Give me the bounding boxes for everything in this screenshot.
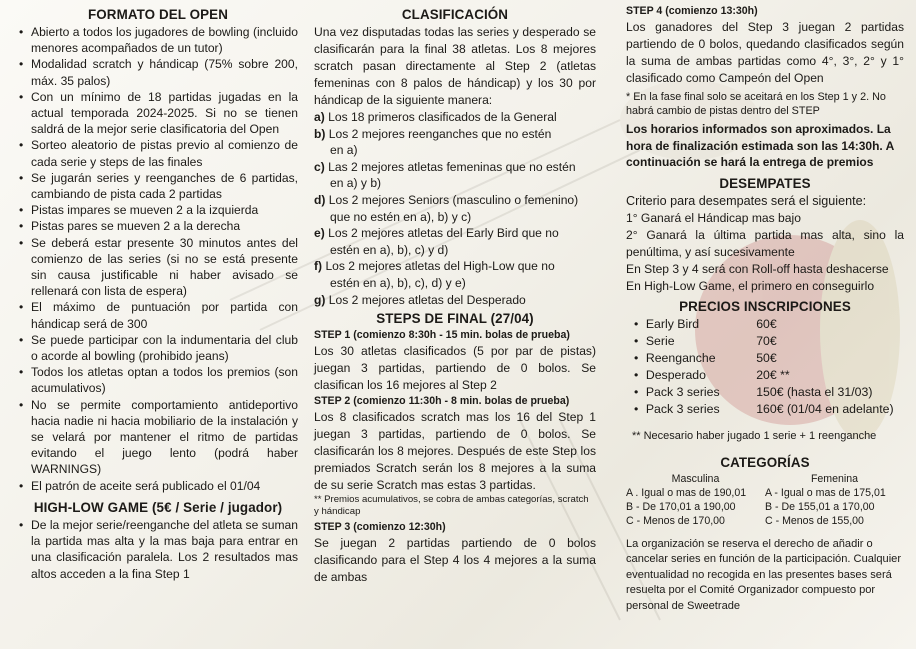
classification-intro: Una vez disputadas todas las series y desperado se clasificarán para la final 38 atletas. Los 8 mejores scratch pasan directamente al Step 2 (atletas femeninas con 8 palos de hándicap) y los 30 por hándicap de la siguiente manera: xyxy=(314,25,596,107)
criteria-item: b) Los 2 mejores reenganches que no estén en a) xyxy=(314,126,552,158)
list-item: • El máximo de puntuación por partida con hándicap será de 300 xyxy=(18,299,298,331)
female-categories xyxy=(765,472,904,528)
list-item: • No se permite comportamiento antideportivo hacia nadie ni hacia mobiliario de la instalación y se velará por mantener el ritmo de partidas evitando el juego lento (podrá haber WARNINGS) xyxy=(18,397,298,478)
price-row: • Desperado 20€ ** xyxy=(634,367,790,382)
column-finals xyxy=(626,4,904,614)
list-item: • Todos los atletas optan a todos los premios (son acumulativos) xyxy=(18,364,298,396)
list-item: • Modalidad scratch y hándicap (75% sobre 200, máx. 35 palos) xyxy=(18,56,298,88)
price-list xyxy=(626,316,904,418)
tiebreak-line: 1° Ganará el Hándicap mas bajo xyxy=(626,210,801,225)
step2-note: ** Premios acumulativos, se cobra de ambas categorías, scratch y hándicap xyxy=(314,494,589,518)
step3-heading: STEP 3 (comienzo 12:30h) xyxy=(314,521,446,534)
list-item: • Con un mínimo de 18 partidas jugadas en la actual temporada 2024-2025. Si no se tienen saldrá de la mejor serie clasificatoria del Open xyxy=(18,89,298,138)
categories-table xyxy=(626,472,904,528)
categories-title: CATEGORÍAS xyxy=(720,454,810,470)
tiebreak-list xyxy=(626,193,904,295)
criteria-item: e) Los 2 mejores atletas del Early Bird que no estén en a), b), c) y d) xyxy=(314,226,559,257)
category-row: B - De 155,01 a 170,00 xyxy=(765,500,875,513)
tiebreak-title: DESEMPATES xyxy=(719,175,811,191)
tiebreak-line: 2° Ganará la última partida mas alta, sino la penúltima, y así sucesivamente xyxy=(626,227,904,259)
category-row: B - De 170,01 a 190,00 xyxy=(626,500,736,513)
male-categories xyxy=(626,472,765,528)
format-title: FORMATO DEL OPEN xyxy=(88,7,228,22)
list-item: • Se deberá estar presente 30 minutos antes del comienzo de las series (si no se está presente sin causa justificable ni haber avisado se rellenará con lista de espera) xyxy=(18,235,298,300)
price-row: • Pack 3 series 160€ (01/04 en adelante) xyxy=(634,401,894,416)
footer-note: La organización se reserva el derecho de añadir o cancelar series en función de la participación. Cualquier eventualidad no recogida en las presentes bases será resuelta por el Comité Organizador compuesto por personal de Sweetrade xyxy=(626,537,902,612)
prices-title: PRECIOS INSCRIPCIONES xyxy=(679,298,851,314)
tiebreak-line: En Step 3 y 4 será con Roll-off hasta deshacerse xyxy=(626,261,889,276)
step1-heading: STEP 1 (comienzo 8:30h - 15 min. bolas de prueba) xyxy=(314,329,570,342)
category-row: A . Igual o mas de 190,01 xyxy=(626,486,747,499)
price-row: • Pack 3 series 150€ (hasta el 31/03) xyxy=(634,384,873,399)
column-format xyxy=(18,4,298,582)
category-row: C - Menos de 155,00 xyxy=(765,514,864,527)
criteria-item: d) Los 2 mejores Seniors (masculino o femenino) que no estén en a), b) y c) xyxy=(314,192,579,224)
female-title: Femenina xyxy=(810,472,859,485)
step3-text: Se juegan 2 partidas partiendo de 0 bolos clasificando para el Step 4 los 4 mejores a la suma de ambas xyxy=(314,536,596,585)
list-item: • Se puede participar con la indumentaria del club o acorde al bowling (prohibido jeans) xyxy=(18,332,298,364)
prices-note: ** Necesario haber jugado 1 serie + 1 reenganche xyxy=(632,429,877,442)
classification-title: CLASIFICACIÓN xyxy=(401,7,509,22)
category-row: C - Menos de 170,00 xyxy=(626,514,725,527)
step4-text: Los ganadores del Step 3 juegan 2 partidas partiendo de 0 bolos, quedando clasificados según la suma de ambas partidas como 4°, 3°, 2° y 1° clasificado como Campeón del Open xyxy=(626,20,904,85)
criteria-item: g) Los 2 mejores atletas del Desperado xyxy=(314,292,526,307)
criteria-item: c) Las 2 mejores atletas femeninas que no estén en a) y b) xyxy=(314,159,576,191)
list-item: • Sorteo aleatorio de pistas previo al comienzo de cada serie y steps de las finales xyxy=(18,137,298,169)
step2-heading: STEP 2 (comienzo 11:30h - 8 min. bolas de prueba) xyxy=(314,395,570,408)
tiebreak-line: Criterio para desempates será el siguiente: xyxy=(626,193,867,208)
step-note: * En la fase final solo se aceitará en los Step 1 y 2. No habrá cambio de pistas dentro del STEP xyxy=(626,91,886,117)
step4-heading: STEP 4 (comienzo 13:30h) xyxy=(626,5,758,17)
price-row: • Serie 70€ xyxy=(634,333,777,348)
list-item: • Pistas impares se mueven 2 a la izquierda xyxy=(18,202,298,218)
category-row: A - Igual o mas de 175,01 xyxy=(765,486,886,499)
list-item: • Pistas pares se mueven 2 a la derecha xyxy=(18,218,298,234)
tiebreak-line: En High-Low Game, el primero en conseguirlo xyxy=(626,278,875,293)
format-list xyxy=(18,24,298,494)
list-item: • Abierto a todos los jugadores de bowling (incluido menores acompañados de un tutor) xyxy=(18,24,298,56)
column-classification xyxy=(314,4,596,586)
price-row: • Early Bird 60€ xyxy=(634,316,777,331)
list-item: • De la mejor serie/reenganche del atleta se suman la partida mas alta y la mas baja para entrar en una clasificación paralela. Los 2 resultados mas altos acceden a la fina Step 1 xyxy=(18,517,298,582)
criteria-item: f) Los 2 mejores atletas del High-Low que no estén en a), b), c), d) y e) xyxy=(314,259,555,290)
schedule-notice: Los horarios informados son aproximados. La hora de finalización estimada son las 14:30h. A continuación se hará la entrega de premios xyxy=(626,122,894,169)
male-title: Masculina xyxy=(671,472,720,485)
criteria-list xyxy=(314,109,596,308)
highlow-title: HIGH-LOW GAME (5€ / Serie / jugador) xyxy=(33,499,283,515)
step1-text: Los 30 atletas clasificados (5 por par de pistas) juegan 3 partidas, partiendo de 0 bolos. Se clasifican los 16 mejores al Step 2 xyxy=(314,344,596,393)
list-item: • Se jugarán series y reenganches de 6 partidas, cambiando de pista cada 2 partidas xyxy=(18,170,298,202)
price-row: • Reenganche 50€ xyxy=(634,350,777,365)
steps-title: STEPS DE FINAL (27/04) xyxy=(376,311,534,327)
criteria-item: a) Los 18 primeros clasificados de la General xyxy=(314,110,557,124)
highlow-list xyxy=(18,517,298,582)
list-item: • El patrón de aceite será publicado el 01/04 xyxy=(18,478,298,494)
step2-text: Los 8 clasificados scratch mas los 16 del Step 1 juegan 3 partidas, partiendo de 0 bolos. Se clasificarán los 8 mejores. Después de este Step los premiados Scratch serán los 8 mejores a la suma de su serie Scratch mas estas 3 partidas. xyxy=(314,410,596,493)
